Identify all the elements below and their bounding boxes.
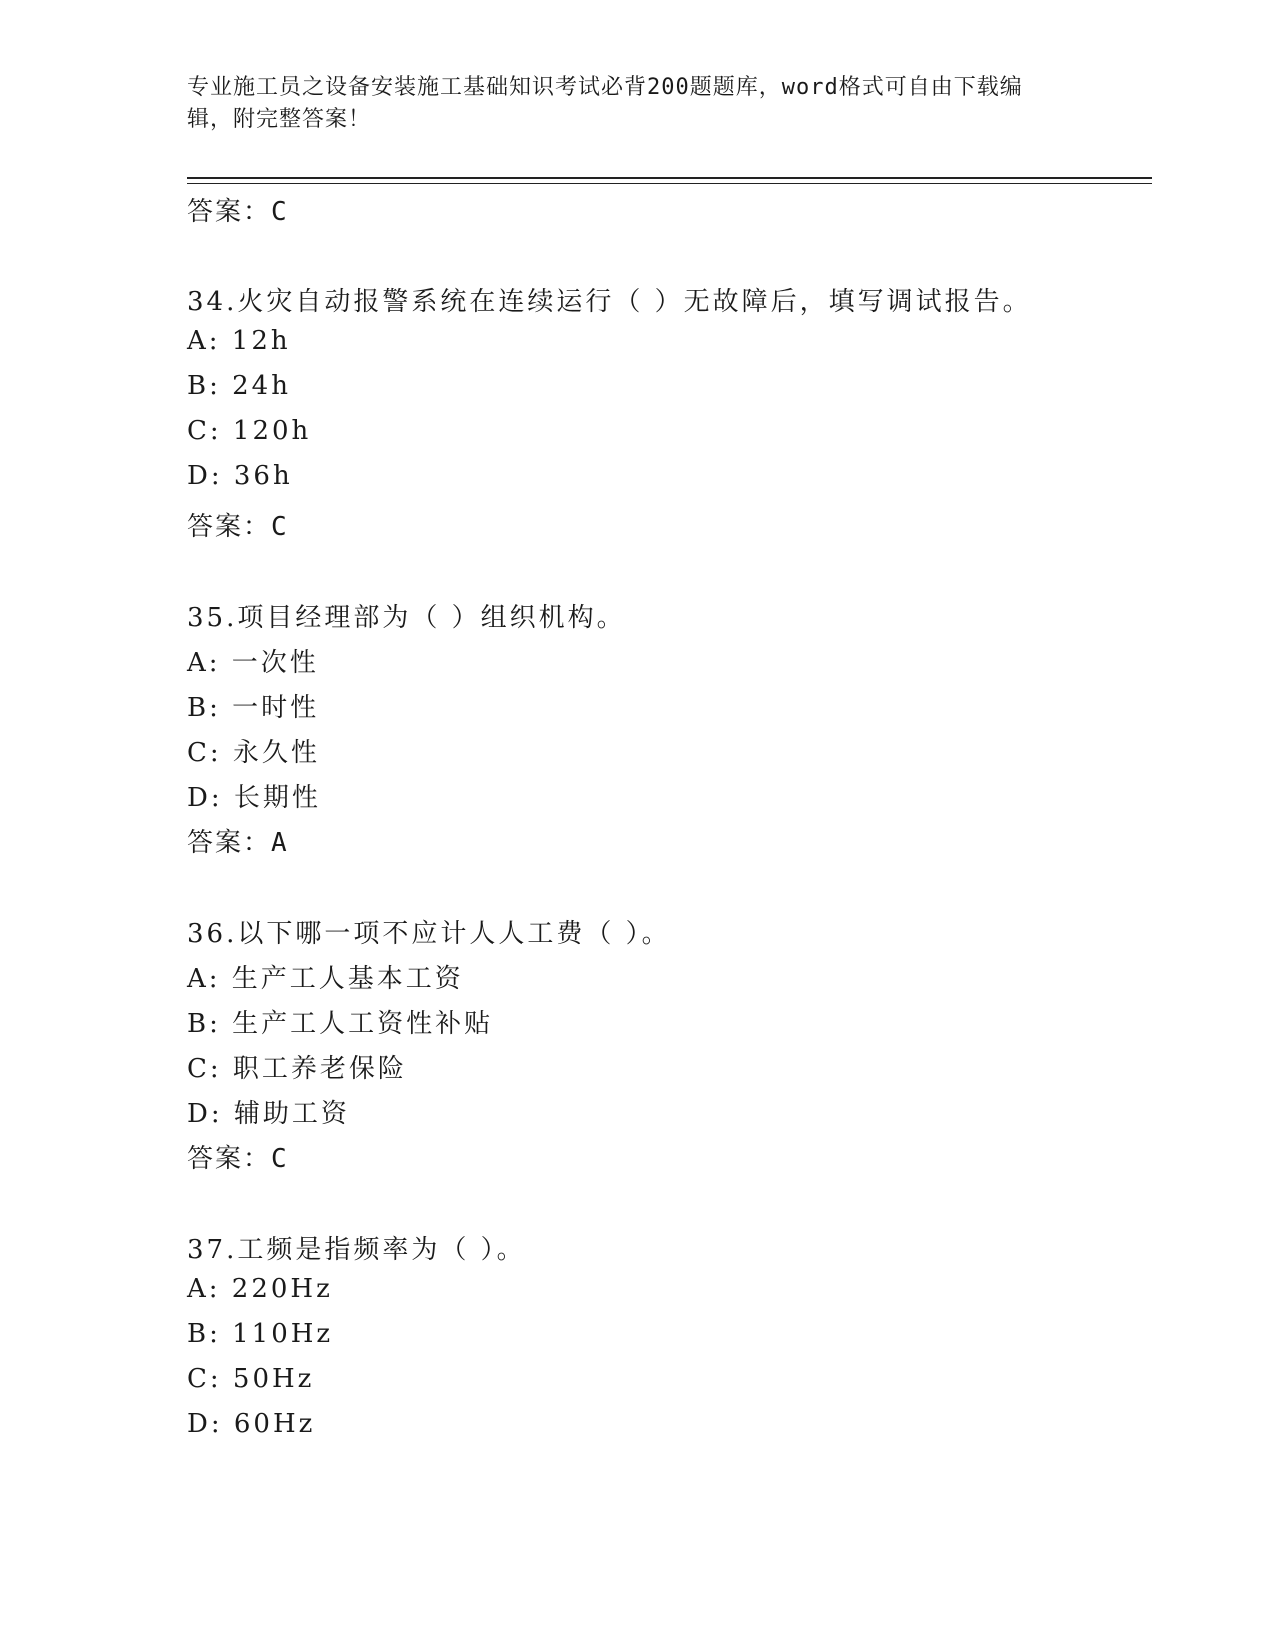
option-b: B: 一时性: [187, 693, 320, 723]
option-c: C: 50Hz: [187, 1364, 315, 1394]
answer-label: 答案：A: [187, 828, 289, 858]
option-c: C: 职工养老保险: [187, 1054, 407, 1084]
answer-label: 答案：C: [187, 197, 289, 227]
option-d: D: 辅助工资: [187, 1099, 350, 1129]
option-c: C: 120h: [187, 416, 312, 446]
answer-label: 答案：C: [187, 512, 289, 542]
option-b: B: 110Hz: [187, 1319, 334, 1349]
question-stem: 35.项目经理部为（ ）组织机构。: [187, 603, 626, 633]
option-d: D: 36h: [187, 461, 293, 491]
header-divider: [187, 177, 1152, 179]
option-a: A: 12h: [187, 326, 291, 356]
option-d: D: 长期性: [187, 783, 321, 813]
option-d: D: 60Hz: [187, 1409, 316, 1439]
option-b: B: 生产工人工资性补贴: [187, 1009, 494, 1039]
option-b: B: 24h: [187, 371, 291, 401]
option-a: A: 生产工人基本工资: [187, 964, 464, 994]
answer-label: 答案：C: [187, 1144, 289, 1174]
option-a: A: 220Hz: [187, 1274, 333, 1304]
question-stem: 34.火灾自动报警系统在连续运行（ ）无故障后，填写调试报告。: [187, 287, 1032, 317]
option-c: C: 永久性: [187, 738, 320, 768]
option-a: A: 一次性: [187, 648, 319, 678]
question-stem: 37.工频是指频率为（ ）。: [187, 1235, 526, 1265]
header-divider-thin: [187, 183, 1152, 184]
question-stem: 36.以下哪一项不应计人人工费（ ）。: [187, 919, 671, 949]
document-header: 专业施工员之设备安装施工基础知识考试必背200题题库，word格式可自由下载编辑，附完整答案！: [187, 75, 1023, 132]
